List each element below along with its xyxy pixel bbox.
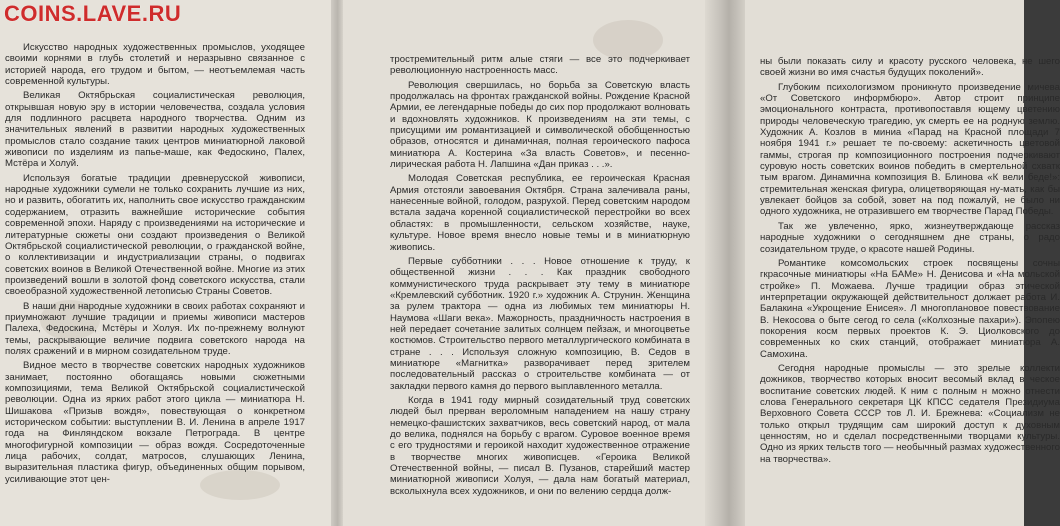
paragraph: Первые субботники . . . Новое отношение к труду, к общественной жизни . . . Как праздник свободного коммунистического труда раскрывает эту тему в миниатюре «Кремлевский субботник. 1920 г.» художник А. Струнин. Женщина за рулем трактора — одна из любимых тем миниатюры Н. Наумова «Шаги века». Мажорность, праздничность настроения в ней передает сочетание залитых солнцем пейзаж, и многоцветье костюмов. Строительство первого металлургического комбината в стране . . . Используя сложную композицию, В. Седов в миниатюре «Магнитка» разворачивает перед зрителем последовательный рассказ о строительстве комбината — от закладки первого камня до первого выплавленного металла.: [390, 255, 690, 392]
fold-crease-1: [331, 0, 343, 526]
text-column-2: [390, 54, 690, 500]
paragraph: Искусство народных художественных промыслов, уходящее своими корнями в глубь столетий и неразрывно связанное с историей народа, его трудом и бытом, — неотъемлемая часть современной культуры.: [5, 42, 305, 88]
paragraph: Глубоким психологизмом проникнуто произведение мичева «От Советского информбюро». Автор строит принципе эмоционального контраста, противопоставля ющему цветению природы человеческую трагедию, ук смерть ее на родную землю. Художник А. Козлов в миниа «Парад на Красной площади 7 ноября 1941 г.» решает те по-своему: аскетичность цветовой гаммы, строгая пр композиционного построения подчеркивают суровую ность советских воинов победить в смертельной схватк тым врагом. Динамична композиция В. Блинова «К вели беде!»: стремительная женская фигура, олицетворяющая ну-мать, как бы увлекает бойцов за собой, зовет на под пожалуй, не было ни одного художника, не отразившего ем творчестве Парад Победы.: [760, 81, 1060, 218]
paragraph: ны были показать силу и красоту русского человека, не шего своей жизни во имя счастья будущих поколений».: [760, 56, 1060, 79]
paragraph: Видное место в творчестве советских народных художников занимает, постоянно обогащаясь новыми сюжетными композициями, тема Великой Октябрьской социалистической революции. Одна из ярких работ этого цикла — миниатюра Н. Шишакова «Призыв вождя», повествующая о конкретном историческом событии: выступлении В. И. Ленина в апреле 1917 года на Финляндском вокзале Петрограда. В центре многофигурной композиции — образ вождя. Сосредоточенные лица рабочих, солдат, матросов, слушающих Ленина, выразительная пластика фигур, объединенных общим порывом, усиливающие этот цен-: [5, 360, 305, 485]
paragraph: Используя богатые традиции древнерусской живописи, народные художники сумели не только сохранить лучшие из них, но и развить, обогатить их, наполнить свое искусство гражданским содержанием, отразить важнейшие исторические события современной эпохи. Наряду с произведениями на исторические и литературные сюжеты они создают произведения о Великой Октябрьской социалистической революции, о гражданской войне, о коллективизации и индустриализации страны, о подвигах советских воинов в Великой Отечественной войне. Многие из этих произведений вошли в золотой фонд советского искусства, стали своеобразной художественной летописью Страны Советов.: [5, 172, 305, 298]
paragraph: Великая Октябрьская социалистическая революция, открывшая новую эру в истории человечества, создала условия для подлинного расцвета народного творчества. Одним из значительных явлений в развитии народных художественных промыслов стало создание таких центров миниатюрной лаковой живописи по изделиям из папье-маше, как Федоскино, Палех, Мстёра и Холуй.: [5, 90, 305, 170]
text-column-1: [5, 42, 305, 488]
paragraph: Молодая Советская республика, ее героическая Красная Армия отстояли завоевания Октября. Страна залечивала раны, нанесенные войной, голодом, разрухой. Перед советским народом встала задача коренной социалистической перестройки во всех областях: в промышленности, сельском хозяйстве, науке, культуре. Новое время внесло новые темы и в миниатюрную живопись.: [390, 173, 690, 253]
paragraph: Романтике комсомольских строек посвящены сочны гкрасочные миниатюры «На БАМе» Н. Денисова и «На мольской стройке» П. Можаева. Лучше традиции образ этической интерпретации окружающей действительност должает работа И. Балакина «Укрощение Енисея». Л многоплановое повествование В. Некосова о быте сегод го села («Колхозные пахари»). Эпопею покорения косм первых проектов К. Э. Циолковского до современных ко ских станций, отображает миниатюра А. Самохина.: [760, 257, 1060, 360]
fold-crease-2: [705, 0, 745, 526]
paragraph: Так же увлеченно, ярко, жизнеутверждающе рассказ народные художники о сегодняшнем дне страны, о радо созидательном труде, о красоте нашей Родины.: [760, 220, 1060, 255]
paragraph: В наши дни народные художники в своих работах сохраняют и приумножают лучшие традиции и приемы живописи мастеров Палеха, Федоскина, Мстёры и Холуя. Их по-прежнему волнуют темы, раскрывающие величие подвига советского народа на полях сражений и в мирном созидательном труде.: [5, 300, 305, 357]
paragraph: тростремительный ритм алые стяги — все это подчеркивает революционную настроенность масс.: [390, 54, 690, 77]
paragraph: Революция свершилась, но борьба за Советскую власть продолжалась на фронтах гражданской войны. Рождение Красной Армии, ее легендарные победы до сих пор продолжают волновать и вдохновлять художников. К произведениям на эти темы, с присущими им романтизацией и символической обобщенностью образов, относятся и динамичная, полная героического пафоса миниатюра А. Костерина «За власть Советов», и песенно-лирическая работа Н. Лапшина «Дан приказ . . .».: [390, 79, 690, 171]
panel-right-clip: [745, 0, 1060, 526]
paragraph: Сегодня народные промыслы — это зрелые коллекти дожников, творчество которых вносит весомый вклад в ческое воспитание советских людей. К ним с полным н можно отнести слова Генерального секретаря ЦК КПСС седателя Президиума Верховного Совета СССР тов Л. И. Брежнева: «Социализм не только открыл трудящим сам широкий доступ к духовным ценностям, но и сделал посредственными творцами культуры. Одно из ярких тельств того — необычный размах художественного на творчества».: [760, 362, 1060, 465]
paragraph: Когда в 1941 году мирный созидательный труд советских людей был прерван вероломным нападением на нашу страну немецко-фашистских захватчиков, весь советский народ, от мала до велика, поднялся на борьбу с врагом. Суровое военное время с его трудностями и героикой находит художественное отражение в творчестве многих живописцев. «Героика Великой Отечественной войны, — писал В. Пузанов, старейший мастер миниатюрной живописи Холуя, — дала нам богатый материал, всколыхнула всех художников, и они по велению сердца долж-: [390, 394, 690, 497]
watermark: COINS.LAVE.RU: [4, 1, 182, 26]
text-column-3: [760, 56, 1060, 468]
